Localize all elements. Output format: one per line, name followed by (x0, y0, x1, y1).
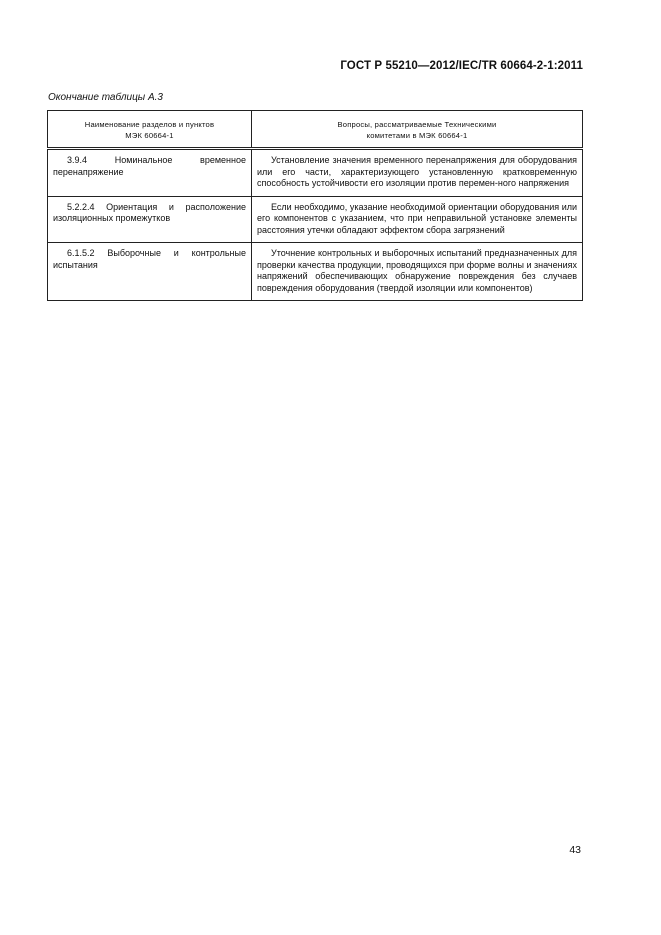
question-text: Уточнение контрольных и выборочных испытаний предназначенных для проверки качества продукции, проводящихся при форме волны и значениях напряжений обеспечивающих обнаружение повреждения без случаев повреждения оборудования (твердой изоляции или компонентов) (257, 248, 577, 293)
section-cell (48, 196, 252, 243)
column-header-sections-line2: МЭК 60664-1 (125, 130, 174, 140)
column-header-questions (252, 111, 583, 149)
column-header-questions-line2: комитетами в МЭК 60664-1 (366, 130, 468, 140)
section-cell (48, 149, 252, 197)
column-header-sections (48, 111, 252, 149)
table-row (48, 196, 583, 243)
correspondence-table (47, 110, 583, 301)
question-cell (252, 243, 583, 301)
table-row (48, 243, 583, 301)
section-text: 6.1.5.2 Выборочные и контрольные испытания (53, 248, 246, 270)
standard-header: ГОСТ Р 55210—2012/IEC/TR 60664-2-1:2011 (340, 60, 583, 72)
table-row (48, 149, 583, 197)
column-header-sections-line1: Наименование разделов и пунктов (84, 119, 215, 129)
section-text: 5.2.2.4 Ориентация и расположение изоляционных промежутков (53, 201, 246, 223)
question-cell (252, 196, 583, 243)
section-cell (48, 243, 252, 301)
column-header-questions-line1: Вопросы, рассматриваемые Техническими (337, 119, 497, 129)
page-number: 43 (569, 844, 581, 856)
table-header-row (48, 111, 583, 149)
question-text: Установление значения временного перенапряжения для оборудования или его части, характеризующего установленную кратковременную способность устойчивости его изоляции против перемен-ного напряжения (257, 155, 577, 188)
question-text: Если необходимо, указание необходимой ориентации оборудования или его компонентов с указанием, что при неправильной установке элементы расстояния утечки обладают эффектом сбора загрязнений (257, 201, 577, 235)
section-text: 3.9.4 Номинальное временное перенапряжение (53, 155, 246, 177)
table-caption: Окончание таблицы А.3 (48, 92, 163, 103)
question-cell (252, 149, 583, 197)
